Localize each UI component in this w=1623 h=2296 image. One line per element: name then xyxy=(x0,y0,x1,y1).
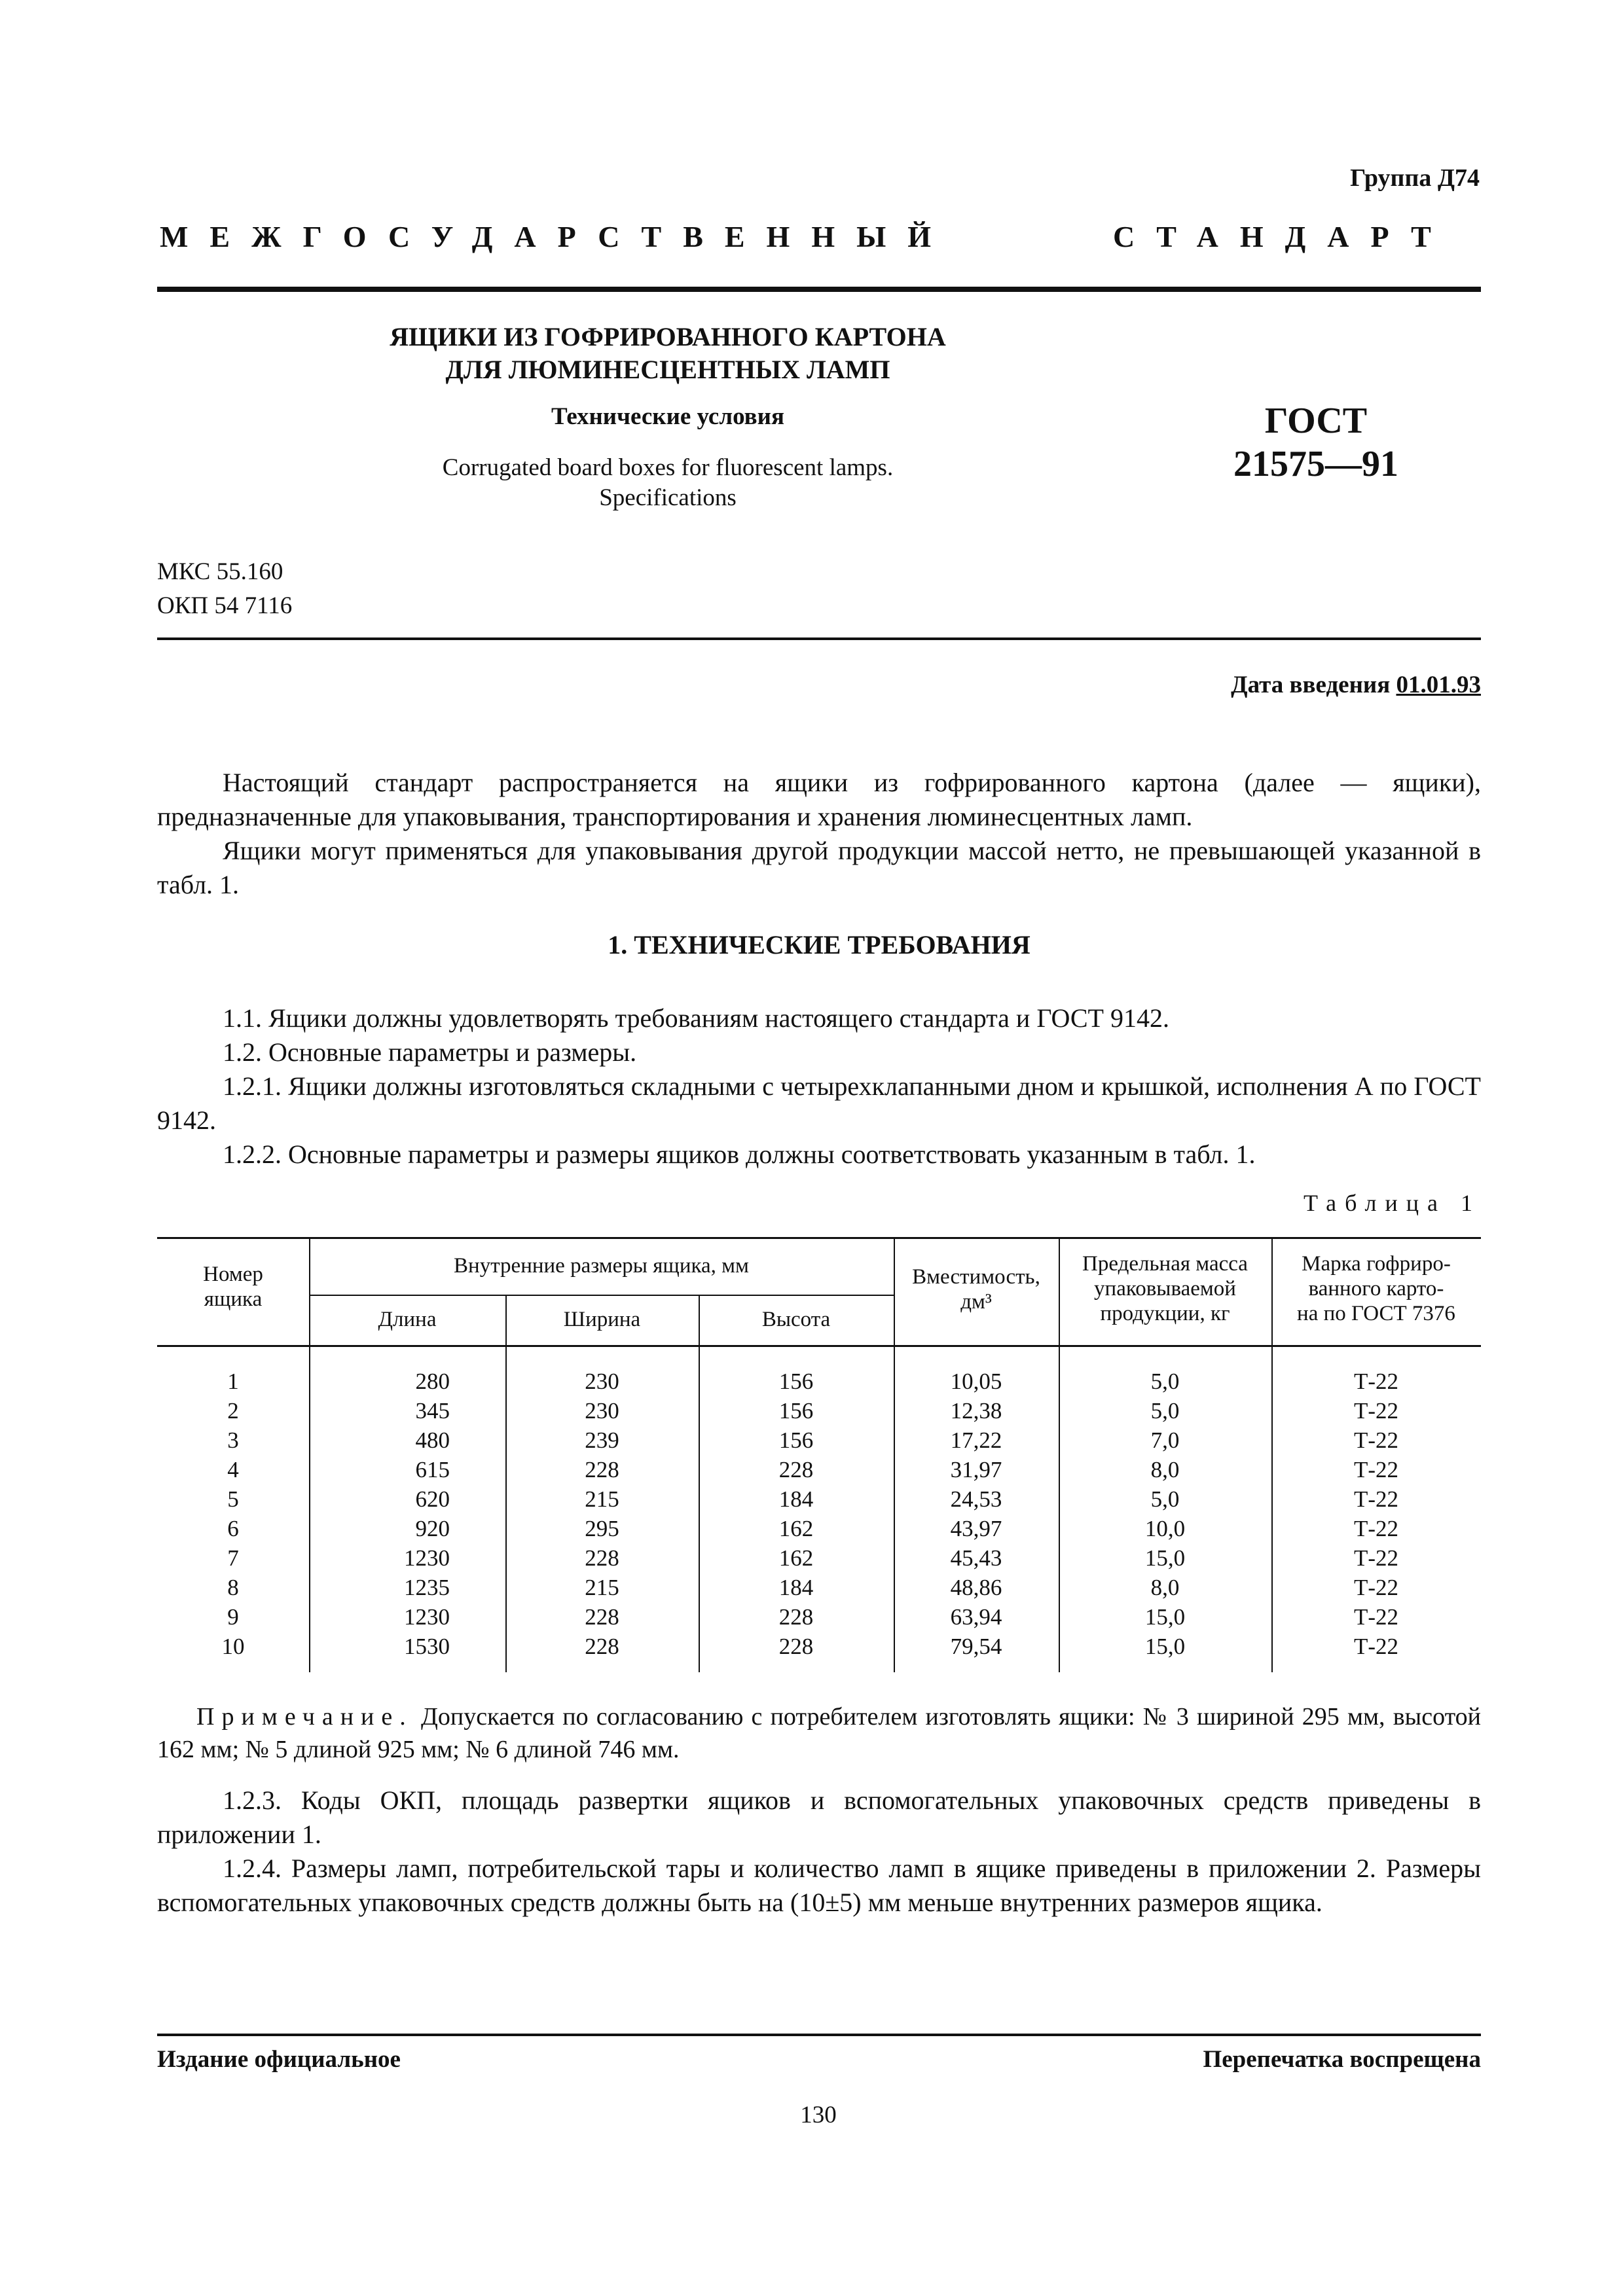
table-cell: Т-22 xyxy=(1353,1575,1399,1600)
clause-1-2-3: 1.2.3. Коды ОКП, площадь развертки ящиков и вспомогательных упаковочных средств приведены в приложении 1. xyxy=(157,1785,1481,1849)
table-col-line xyxy=(1271,1237,1273,1672)
column-capacity xyxy=(894,1367,1059,1661)
table-cell: 295 xyxy=(585,1516,619,1541)
clause-1-2-1: 1.2.1. Ящики должны изготовляться складными с четырехклапанными дном и крышкой, исполнения А по ГОСТ 9142. xyxy=(157,1071,1481,1135)
table-cell: 345 xyxy=(415,1398,450,1424)
table-cell: 239 xyxy=(585,1427,619,1453)
intro-paragraph-1: Настоящий стандарт распространяется на ящики из гофрированного картона (далее — ящики), предназначенные для упаковывания, транспортирования и хранения люминесцентных ламп. xyxy=(157,768,1481,831)
intro-paragraph-2: Ящики могут применяться для упаковывания другой продукции массой нетто, не превышающей указанной в табл. 1. xyxy=(157,836,1481,899)
table-cell: 15,0 xyxy=(1144,1545,1186,1571)
table-cell: 3 xyxy=(227,1427,239,1453)
header-length: Длина xyxy=(378,1308,437,1331)
table-cell: 228 xyxy=(585,1634,619,1659)
table-cell: 230 xyxy=(585,1398,619,1424)
table-cell: 15,0 xyxy=(1144,1634,1186,1659)
column-box-number xyxy=(157,1367,309,1661)
table-cell: 228 xyxy=(585,1545,619,1571)
okp-code: ОКП 54 7116 xyxy=(157,592,293,619)
table-cell: 5,0 xyxy=(1150,1369,1180,1394)
table-rule-header-bottom xyxy=(157,1345,1481,1347)
note-label: Примечание. xyxy=(196,1703,413,1731)
column-width xyxy=(505,1367,699,1661)
table-cell: 43,97 xyxy=(950,1516,1002,1541)
gost-number: 21575—91 xyxy=(1233,444,1398,484)
table-cell: 215 xyxy=(585,1575,619,1600)
english-title-line-1: Corrugated board boxes for fluorescent lamps. xyxy=(442,454,894,481)
table-cell: 1230 xyxy=(404,1545,450,1571)
table-cell: 156 xyxy=(778,1398,814,1424)
table-cell: Т-22 xyxy=(1353,1457,1399,1482)
column-length xyxy=(309,1367,505,1661)
header-width: Ширина xyxy=(563,1308,641,1331)
table-cell: 620 xyxy=(415,1486,450,1512)
note-text: Допускается по согласованию с потребителем изготовлять ящики: № 3 шириной 295 мм, высотой 162 мм; № 5 длиной 925 мм; № 6 длиной 746 мм. xyxy=(157,1703,1482,1763)
table-cell: 15,0 xyxy=(1144,1604,1186,1630)
table-cell: 280 xyxy=(415,1369,450,1394)
table-cell: 7 xyxy=(227,1545,239,1571)
header-box-number: Номер ящика xyxy=(203,1263,263,1311)
table-cell: 63,94 xyxy=(950,1604,1002,1630)
table-cell: Т-22 xyxy=(1353,1545,1399,1571)
english-title xyxy=(275,453,1061,513)
table-cell: 48,86 xyxy=(950,1575,1002,1600)
clause-1-2-4: 1.2.4. Размеры ламп, потребительской тары и количество ламп в ящике приведены в приложении 2. Размеры вспомогательных упаковочных средств должны быть на (10±5) мм меньше внутренних размеров ящика. xyxy=(157,1854,1481,1917)
table-cell: 228 xyxy=(778,1604,814,1630)
header-interstate: МЕЖГОСУДАРСТВЕННЫЙ xyxy=(160,220,953,253)
table-cell: 8,0 xyxy=(1150,1575,1180,1600)
table-cell: 480 xyxy=(415,1427,450,1453)
document-subtitle: Технические условия xyxy=(551,403,784,430)
table-cell: 4 xyxy=(227,1457,239,1482)
table-cell: 156 xyxy=(778,1369,814,1394)
date-value: 01.01.93 xyxy=(1396,672,1481,698)
english-title-line-2: Specifications xyxy=(599,484,737,511)
table-cell: 162 xyxy=(778,1545,814,1571)
table-cell: 8,0 xyxy=(1150,1457,1180,1482)
date-label: Дата введения xyxy=(1231,672,1391,698)
middle-rule xyxy=(157,637,1481,640)
table-cell: Т-22 xyxy=(1353,1398,1399,1424)
table-cell: 228 xyxy=(778,1457,814,1482)
table-cell: 45,43 xyxy=(950,1545,1002,1571)
header-inner-dimensions: Внутренние размеры ящика, мм xyxy=(454,1254,749,1278)
table-cell: 215 xyxy=(585,1486,619,1512)
table-cell: 162 xyxy=(778,1516,814,1541)
table-cell: Т-22 xyxy=(1353,1427,1399,1453)
table-cell: Т-22 xyxy=(1353,1369,1399,1394)
table-rule-subheader xyxy=(309,1295,894,1296)
table-cell: Т-22 xyxy=(1353,1486,1399,1512)
table-col-line xyxy=(894,1237,895,1672)
table-cell: 920 xyxy=(415,1516,450,1541)
table-cell: 2 xyxy=(227,1398,239,1424)
title-line-1: ЯЩИКИ ИЗ ГОФРИРОВАННОГО КАРТОНА xyxy=(390,322,946,351)
table-rule-top xyxy=(157,1237,1481,1239)
top-rule xyxy=(157,287,1481,292)
clause-1-2: 1.2. Основные параметры и размеры. xyxy=(223,1037,637,1067)
header-max-mass: Предельная масса упаковываемой продукции, кг xyxy=(1082,1252,1248,1325)
table-cell: 5,0 xyxy=(1150,1398,1180,1424)
table-cell: 9 xyxy=(227,1604,239,1630)
table-cell: 10,05 xyxy=(950,1369,1002,1394)
column-max-mass xyxy=(1059,1367,1271,1661)
table-cell: 5,0 xyxy=(1150,1486,1180,1512)
table-cell: 228 xyxy=(778,1634,814,1659)
gost-designation xyxy=(1198,399,1434,486)
table-cell: 228 xyxy=(585,1457,619,1482)
header-height: Высота xyxy=(761,1308,831,1331)
table-col-line xyxy=(1059,1237,1060,1672)
table-cell: Т-22 xyxy=(1353,1604,1399,1630)
table-cell: Т-22 xyxy=(1353,1516,1399,1541)
table-cell: 184 xyxy=(778,1486,814,1512)
table-cell: 10 xyxy=(221,1634,245,1659)
bottom-rule xyxy=(157,2034,1481,2036)
table-cell: 12,38 xyxy=(950,1398,1002,1424)
footer-official-edition: Издание официальное xyxy=(157,2046,401,2073)
table-col-line xyxy=(505,1295,507,1672)
clause-1-1: 1.1. Ящики должны удовлетворять требованиям настоящего стандарта и ГОСТ 9142. xyxy=(223,1003,1169,1033)
table-cell: 615 xyxy=(415,1457,450,1482)
document-title xyxy=(275,321,1061,386)
table-cell: 8 xyxy=(227,1575,239,1600)
introduction-date xyxy=(851,671,1481,699)
table-cell: 1530 xyxy=(404,1634,450,1659)
table-cell: 184 xyxy=(778,1575,814,1600)
table-cell: 1235 xyxy=(404,1575,450,1600)
table-cell: 31,97 xyxy=(950,1457,1002,1482)
table-cell: 5 xyxy=(227,1486,239,1512)
table-cell: 17,22 xyxy=(950,1427,1002,1453)
clause-1-2-2: 1.2.2. Основные параметры и размеры ящиков должны соответствовать указанным в табл. 1. xyxy=(223,1139,1256,1169)
header-board-grade: Марка гофриро- ванного карто- на по ГОСТ 7376 xyxy=(1297,1252,1455,1325)
group-code: Группа Д74 xyxy=(1350,164,1480,192)
table-cell: 156 xyxy=(778,1427,814,1453)
title-line-2: ДЛЯ ЛЮМИНЕСЦЕНТНЫХ ЛАМП xyxy=(445,355,890,384)
table-cell: 1230 xyxy=(404,1604,450,1630)
table-col-line xyxy=(309,1237,310,1672)
section-heading: 1. ТЕХНИЧЕСКИЕ ТРЕБОВАНИЯ xyxy=(608,930,1030,960)
table-cell: 10,0 xyxy=(1144,1516,1186,1541)
classification-codes xyxy=(157,555,292,623)
table-cell: 6 xyxy=(227,1516,239,1541)
column-height xyxy=(699,1367,894,1661)
table-cell: 24,53 xyxy=(950,1486,1002,1512)
gost-label: ГОСТ xyxy=(1264,401,1368,441)
table-cell: 230 xyxy=(585,1369,619,1394)
table-cell: 228 xyxy=(585,1604,619,1630)
table-cell: 79,54 xyxy=(950,1634,1002,1659)
table-cell: 1 xyxy=(227,1369,239,1394)
page-number: 130 xyxy=(800,2102,837,2128)
table-note xyxy=(157,1700,1481,1766)
table-caption: Таблица 1 xyxy=(1304,1190,1481,1216)
header-standard: СТАНДАРТ xyxy=(1113,220,1453,253)
table-cell: 7,0 xyxy=(1150,1427,1180,1453)
footer-reprint-prohibited: Перепечатка воспрещена xyxy=(1203,2046,1481,2073)
mks-code: МКС 55.160 xyxy=(157,558,283,585)
column-board-grade xyxy=(1271,1367,1481,1661)
table-col-line xyxy=(699,1295,700,1672)
header-capacity: Вместимость, дм³ xyxy=(912,1265,1040,1314)
table-cell: Т-22 xyxy=(1353,1634,1399,1659)
